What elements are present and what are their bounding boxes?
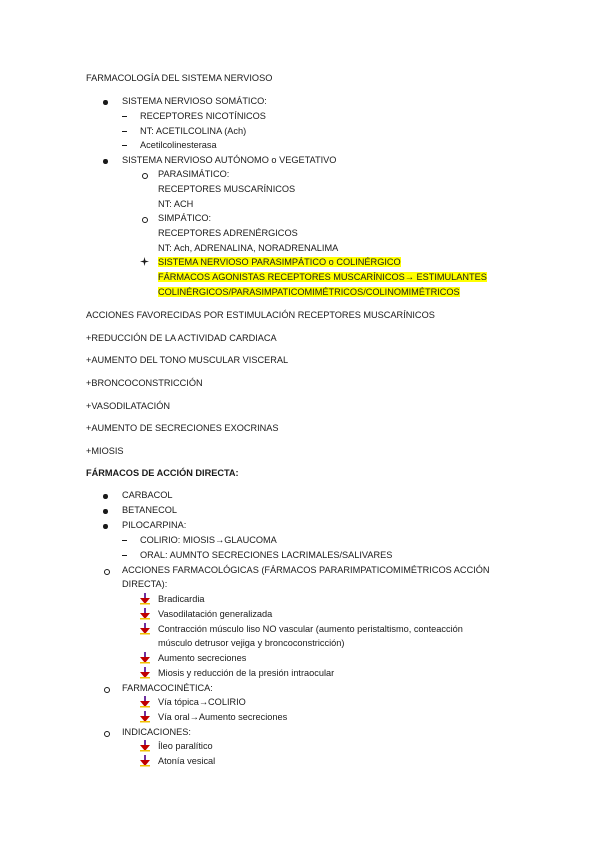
accion-item: +BRONCOCONSTRICCIÓN — [86, 378, 203, 388]
circle-marker — [104, 569, 110, 575]
farmacocinetica-item: Vía tópica→COLIRIO — [158, 697, 246, 707]
circle-marker — [104, 731, 110, 737]
down-arrow-bullet-icon — [140, 593, 150, 605]
accion-item: +REDUCCIÓN DE LA ACTIVIDAD CARDIACA — [86, 333, 277, 343]
directa-heading: FÁRMACOS DE ACCIÓN DIRECTA: — [86, 468, 239, 478]
bullet-dot — [103, 159, 108, 164]
highlight-line: FÁRMACOS AGONISTAS RECEPTORES MUSCARÍNICOS→ ESTIMULANTES — [158, 272, 487, 282]
accion-farmacologica-item: Vasodilatación generalizada — [158, 609, 273, 619]
drug-item: CARBACOL — [122, 490, 173, 500]
acciones-farmacologicas-label: ACCIONES FARMACOLÓGICAS (FÁRMACOS PARARIMPATICOMIMÉTRICOS ACCIÓN — [122, 565, 490, 575]
parasimpatico-line: NT: ACH — [158, 199, 194, 209]
accion-item: +MIOSIS — [86, 446, 124, 456]
drug-item: PILOCARPINA: — [122, 520, 187, 530]
highlight-line-wrap — [158, 271, 487, 283]
down-arrow-bullet-icon — [140, 711, 150, 723]
down-arrow-bullet-icon — [140, 696, 150, 708]
accion-farmacologica-item: Aumento secreciones — [158, 653, 247, 663]
dash-marker — [122, 555, 127, 556]
accion-farmacologica-item: Bradicardia — [158, 594, 205, 604]
down-arrow-bullet-icon — [140, 623, 150, 635]
farmacocinetica-label: FARMACOCINÉTICA: — [122, 683, 213, 693]
bullet-dot — [103, 524, 108, 529]
highlight-line-wrap — [158, 286, 460, 298]
acciones-farmacologicas-label: DIRECTA): — [122, 579, 168, 589]
indicaciones-label: INDICACIONES: — [122, 727, 191, 737]
accion-farmacologica-item: Miosis y reducción de la presión intraocular — [158, 668, 335, 678]
somatico-item: RECEPTORES NICOTÍNICOS — [140, 111, 266, 121]
simpatico-line: RECEPTORES ADRENÉRGICOS — [158, 228, 298, 238]
pilocarpina-item: ORAL: AUMNTO SECRECIONES LACRIMALES/SALIVARES — [140, 550, 393, 560]
accion-item: +AUMENTO DE SECRECIONES EXOCRINAS — [86, 423, 279, 433]
dash-marker — [122, 145, 127, 146]
simpatico-label: SIMPÁTICO: — [158, 213, 212, 223]
dash-marker — [122, 131, 127, 132]
circle-marker — [142, 173, 148, 179]
parasimpatico-line: RECEPTORES MUSCARÍNICOS — [158, 184, 296, 194]
accion-item: +VASODILATACIÓN — [86, 401, 170, 411]
dash-marker — [122, 116, 127, 117]
down-arrow-bullet-icon — [140, 608, 150, 620]
page-title: FARMACOLOGÍA DEL SISTEMA NERVIOSO — [86, 73, 273, 83]
simpatico-line: NT: Ach, ADRENALINA, NORADRENALIMA — [158, 243, 339, 253]
autonomo-heading: SISTEMA NERVIOSO AUTÓNOMO o VEGETATIVO — [122, 155, 337, 165]
somatico-heading: SISTEMA NERVIOSO SOMÁTICO: — [122, 96, 267, 106]
circle-marker — [142, 217, 148, 223]
parasimpatico-label: PARASIMÁTICO: — [158, 169, 230, 179]
bullet-dot — [103, 509, 108, 514]
down-arrow-bullet-icon — [140, 755, 150, 767]
down-arrow-bullet-icon — [140, 740, 150, 752]
drug-item: BETANECOL — [122, 505, 177, 515]
bullet-dot — [103, 100, 108, 105]
dash-marker — [122, 540, 127, 541]
highlight-line: SISTEMA NERVIOSO PARASIMPÁTICO o COLINÉRGICO — [158, 257, 401, 267]
down-arrow-bullet-icon — [140, 667, 150, 679]
acciones-heading: ACCIONES FAVORECIDAS POR ESTIMULACIÓN RECEPTORES MUSCARÍNICOS — [86, 310, 435, 320]
accion-farmacologica-item: músculo detrusor vejiga y broncoconstricción) — [158, 638, 345, 648]
accion-item: +AUMENTO DEL TONO MUSCULAR VISCERAL — [86, 355, 289, 365]
accion-farmacologica-item: Contracción músculo liso NO vascular (aumento peristaltismo, conteacción — [158, 624, 463, 634]
highlight-line-wrap — [158, 256, 401, 268]
circle-marker — [104, 687, 110, 693]
indicaciones-item: Atonía vesical — [158, 756, 216, 766]
pilocarpina-item: COLIRIO: MIOSIS→GLAUCOMA — [140, 535, 277, 545]
down-arrow-bullet-icon — [140, 652, 150, 664]
indicaciones-item: Íleo paralítico — [158, 741, 213, 751]
somatico-item: NT: ACETILCOLINA (Ach) — [140, 126, 247, 136]
highlight-line: COLINÉRGICOS/PARASIMPATICOMIMÉTRICOS/COLINOMIMÉTRICOS — [158, 287, 460, 297]
bullet-dot — [103, 494, 108, 499]
farmacocinetica-item: Vía oral→Aumento secreciones — [158, 712, 288, 722]
somatico-item: Acetilcolinesterasa — [140, 140, 217, 150]
diamond-bullet-icon — [140, 257, 149, 266]
